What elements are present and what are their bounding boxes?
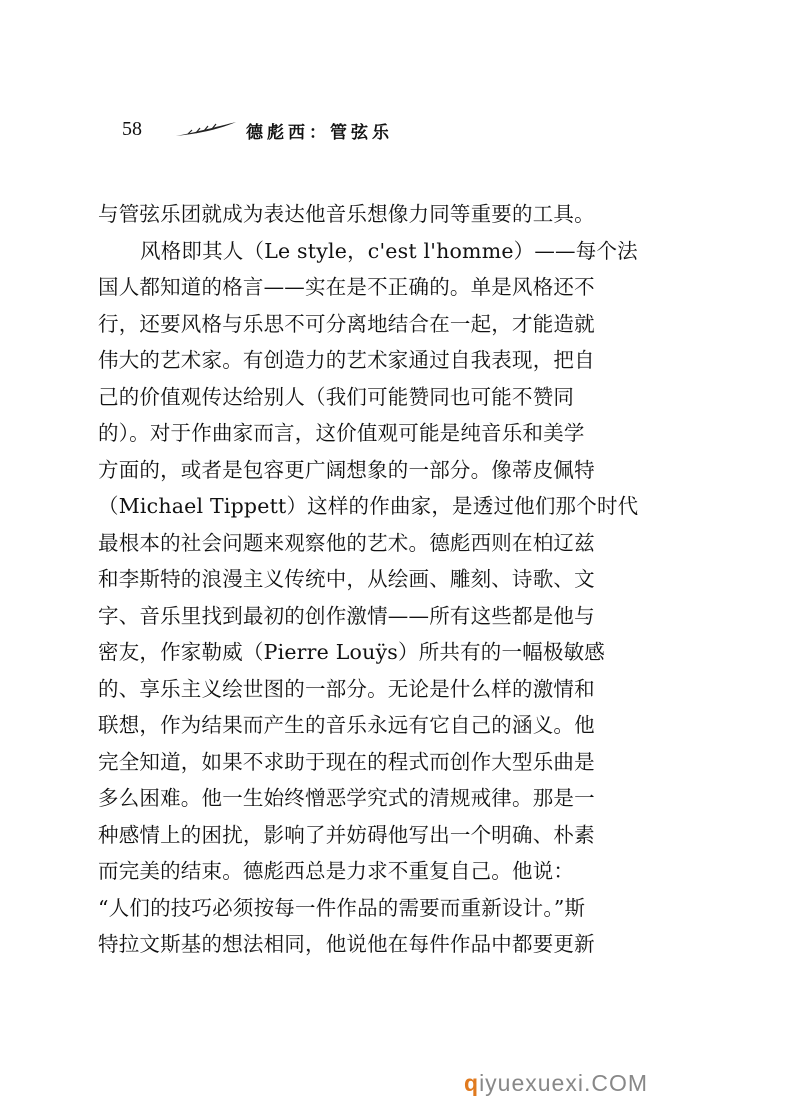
- text-line: 伟大的艺术家。有创造力的艺术家通过自我表现，把自: [98, 348, 595, 372]
- text-line: 国人都知道的格言——实在是不正确的。单是风格还不: [98, 275, 595, 299]
- text-line: 密友，作家勒威（Pierre Louÿs）所共有的一幅极敏感: [98, 640, 605, 664]
- watermark-text: iyuexuexi.COM: [479, 1070, 648, 1096]
- text-line: （Michael Tippett）这样的作曲家，是透过他们那个时代: [98, 494, 639, 518]
- text-line: 特拉文斯基的想法相同，他说他在每件作品中都要更新: [98, 932, 595, 956]
- text-line: 己的价值观传达给别人（我们可能赞同也可能不赞同: [98, 384, 575, 409]
- text-line: 风格即其人（Le style，c'est l'homme）——每个法: [140, 238, 638, 263]
- body-text: [98, 196, 658, 963]
- text-line: 最根本的社会问题来观察他的艺术。德彪西则在柏辽兹: [98, 530, 595, 555]
- text-line: “人们的技巧必须按每一件作品的需要而重新设计。”斯: [98, 895, 586, 920]
- text-line: 行，还要风格与乐思不可分离地结合在一起，才能造就: [98, 311, 595, 336]
- running-title: 德彪西：管弦乐: [246, 123, 393, 143]
- site-watermark: [464, 1070, 648, 1097]
- text-line: 完全知道，如果不求助于现在的程式而创作大型乐曲是: [98, 749, 595, 774]
- text-line: 种感情上的困扰，影响了并妨碍他写出一个明确、朴素: [98, 822, 595, 847]
- feather-ornament-icon: [174, 120, 238, 138]
- text-line: 和李斯特的浪漫主义传统中，从绘画、雕刻、诗歌、文: [98, 567, 595, 591]
- text-line: 联想，作为结果而产生的音乐永远有它自己的涵义。他: [98, 713, 595, 737]
- text-line: 而完美的结束。德彪西总是力求不重复自己。他说：: [98, 859, 575, 883]
- page-header: [122, 118, 442, 146]
- page-number: 58: [122, 118, 142, 140]
- text-line: 的、享乐主义绘世图的一部分。无论是什么样的激情和: [98, 676, 595, 701]
- text-line: 多么困难。他一生始终憎恶学究式的清规戒律。那是一: [98, 786, 595, 810]
- text-line: 字、音乐里找到最初的创作激情——所有这些都是他与: [98, 603, 595, 628]
- text-line: 与管弦乐团就成为表达他音乐想像力同等重要的工具。: [98, 202, 595, 226]
- watermark-prefix: q: [464, 1070, 480, 1096]
- text-line: 的）。对于作曲家而言，这价值观可能是纯音乐和美学: [98, 421, 585, 445]
- text-line: 方面的，或者是包容更广阔想象的一部分。像蒂皮佩特: [98, 457, 595, 482]
